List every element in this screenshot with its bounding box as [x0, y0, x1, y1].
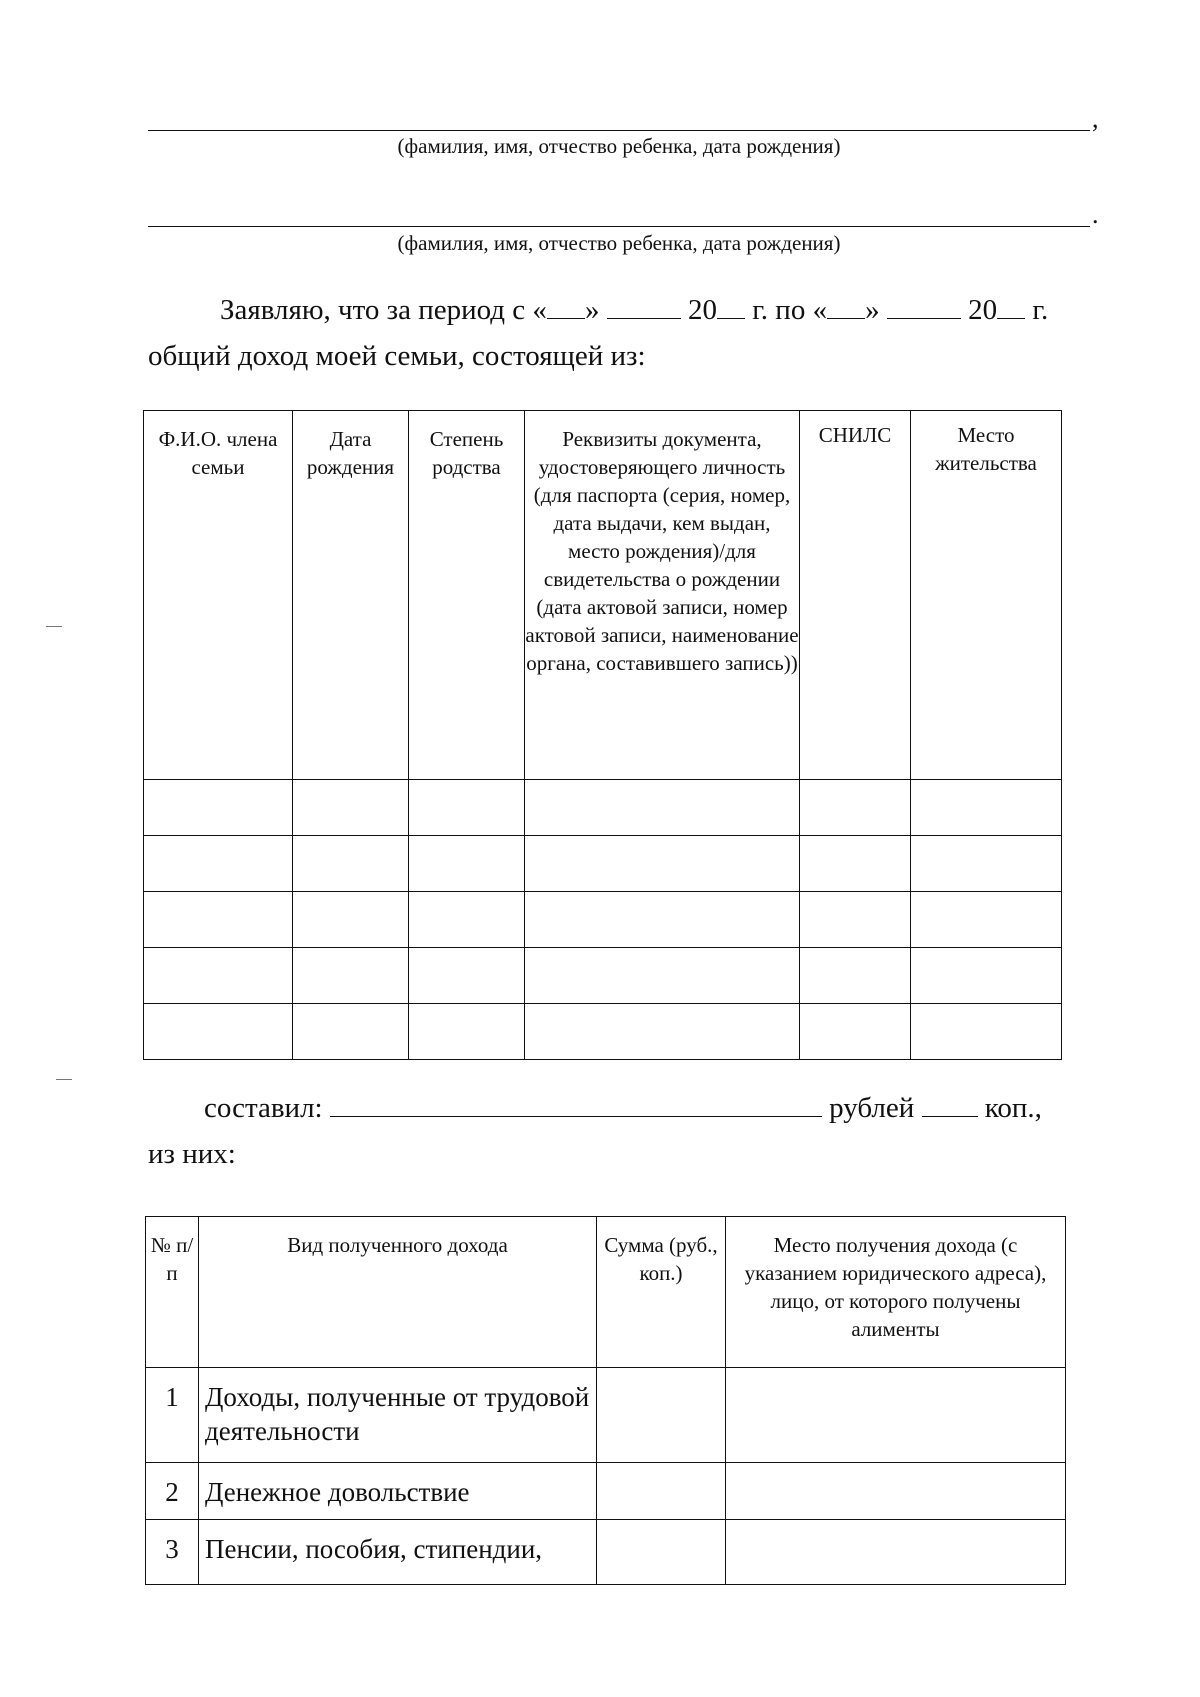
income-breakdown-table — [145, 1216, 1066, 1585]
child-fill-line-2 — [148, 226, 1090, 227]
table-row — [146, 1520, 1066, 1585]
table-row — [144, 780, 1062, 836]
table-cell[interactable] — [911, 780, 1062, 836]
table-cell[interactable] — [409, 948, 525, 1004]
row-number: 2 — [146, 1463, 199, 1520]
statement-line-2: общий доход моей семьи, состоящей из: — [148, 340, 646, 372]
source-cell[interactable] — [726, 1463, 1066, 1520]
header-number: № п/п — [146, 1217, 199, 1368]
table-cell[interactable] — [525, 836, 800, 892]
table-cell[interactable] — [525, 1004, 800, 1060]
scan-mark — [56, 1079, 72, 1080]
row-income-kind: Пенсии, пособия, стипендии, — [199, 1520, 597, 1585]
table-cell[interactable] — [409, 892, 525, 948]
table-row — [146, 1463, 1066, 1520]
source-cell[interactable] — [726, 1520, 1066, 1585]
table-cell[interactable] — [409, 1004, 525, 1060]
table-cell[interactable] — [525, 948, 800, 1004]
table-row — [144, 948, 1062, 1004]
header-income-kind: Вид полученного дохода — [199, 1217, 597, 1368]
amount-cell[interactable] — [597, 1520, 726, 1585]
table-cell[interactable] — [800, 892, 911, 948]
table-cell[interactable] — [144, 948, 293, 1004]
table-cell[interactable] — [800, 780, 911, 836]
statement-part5: » — [865, 294, 880, 326]
statement-part3: 20 — [687, 294, 717, 326]
table-cell[interactable] — [525, 780, 800, 836]
header-id-document: Реквизиты документа, удостоверяющего личность (для паспорта (серия, номер, дата выдачи, кем выдан, место рождения)/для свидетельства о рождении (дата актовой записи, номер актовой записи, наименование органа, составившего запись)) — [525, 411, 800, 780]
source-cell[interactable] — [726, 1368, 1066, 1463]
blank-total-kopecks — [922, 1090, 978, 1117]
statement-part1: Заявляю, что за период с « — [220, 294, 547, 326]
table-cell[interactable] — [144, 780, 293, 836]
amount-cell[interactable] — [597, 1463, 726, 1520]
table-row — [144, 836, 1062, 892]
table-cell[interactable] — [293, 948, 409, 1004]
row-number: 3 — [146, 1520, 199, 1585]
family-table-header — [144, 411, 1062, 780]
blank-year-to — [997, 292, 1025, 319]
blank-day-from — [547, 292, 585, 319]
statement-part4: г. по « — [752, 294, 828, 326]
table-cell[interactable] — [911, 836, 1062, 892]
child-caption-2: (фамилия, имя, отчество ребенка, дата рождения) — [397, 231, 841, 255]
blank-month-to — [887, 292, 961, 319]
table-cell[interactable] — [144, 892, 293, 948]
table-cell[interactable] — [525, 892, 800, 948]
total-income-line — [204, 1090, 1042, 1125]
table-row — [144, 892, 1062, 948]
table-cell[interactable] — [409, 780, 525, 836]
child-caption-1: (фамилия, имя, отчество ребенка, дата рождения) — [397, 134, 841, 158]
header-residence: Место жительства — [911, 411, 1062, 780]
table-cell[interactable] — [800, 836, 911, 892]
family-members-table — [143, 410, 1062, 1060]
table-cell[interactable] — [800, 948, 911, 1004]
of-them-label: из них: — [148, 1138, 236, 1170]
table-cell[interactable] — [293, 780, 409, 836]
header-relation: Степень родства — [409, 411, 525, 780]
scan-mark — [46, 626, 62, 627]
header-income-source: Место получения дохода (с указанием юридического адреса), лицо, от которого получены алименты — [726, 1217, 1066, 1368]
table-row — [146, 1368, 1066, 1463]
header-snils: СНИЛС — [800, 411, 911, 780]
table-cell[interactable] — [144, 1004, 293, 1060]
row-number: 1 — [146, 1368, 199, 1463]
table-cell[interactable] — [911, 892, 1062, 948]
blank-year-from — [717, 292, 745, 319]
statement-line-1 — [220, 292, 1048, 327]
table-cell[interactable] — [293, 1004, 409, 1060]
total-label: составил: — [204, 1092, 323, 1124]
statement-part2: » — [584, 294, 600, 326]
kopecks-label: коп., — [984, 1092, 1042, 1124]
child-fill-line-1 — [148, 130, 1090, 131]
table-cell[interactable] — [409, 836, 525, 892]
rubles-label: рублей — [829, 1092, 915, 1124]
table-row — [144, 1004, 1062, 1060]
table-cell[interactable] — [911, 948, 1062, 1004]
blank-month-from — [607, 292, 681, 319]
table-cell[interactable] — [144, 836, 293, 892]
amount-cell[interactable] — [597, 1368, 726, 1463]
table-cell[interactable] — [293, 836, 409, 892]
statement-part7: г. — [1032, 294, 1049, 326]
table-cell[interactable] — [293, 892, 409, 948]
child-line-2-end: . — [1092, 200, 1099, 229]
table-cell[interactable] — [800, 1004, 911, 1060]
header-birth-date: Дата рождения — [293, 411, 409, 780]
table-cell[interactable] — [911, 1004, 1062, 1060]
statement-part6: 20 — [968, 294, 998, 326]
row-income-kind: Доходы, полученные от трудовой деятельности — [199, 1368, 597, 1463]
row-income-kind: Денежное довольствие — [199, 1463, 597, 1520]
child-line-1-end: , — [1092, 104, 1099, 133]
blank-day-to — [827, 292, 865, 319]
blank-total-rubles — [330, 1090, 822, 1117]
header-amount: Сумма (руб., коп.) — [597, 1217, 726, 1368]
header-fio: Ф.И.О. члена семьи — [144, 411, 293, 780]
income-table-header — [146, 1217, 1066, 1368]
